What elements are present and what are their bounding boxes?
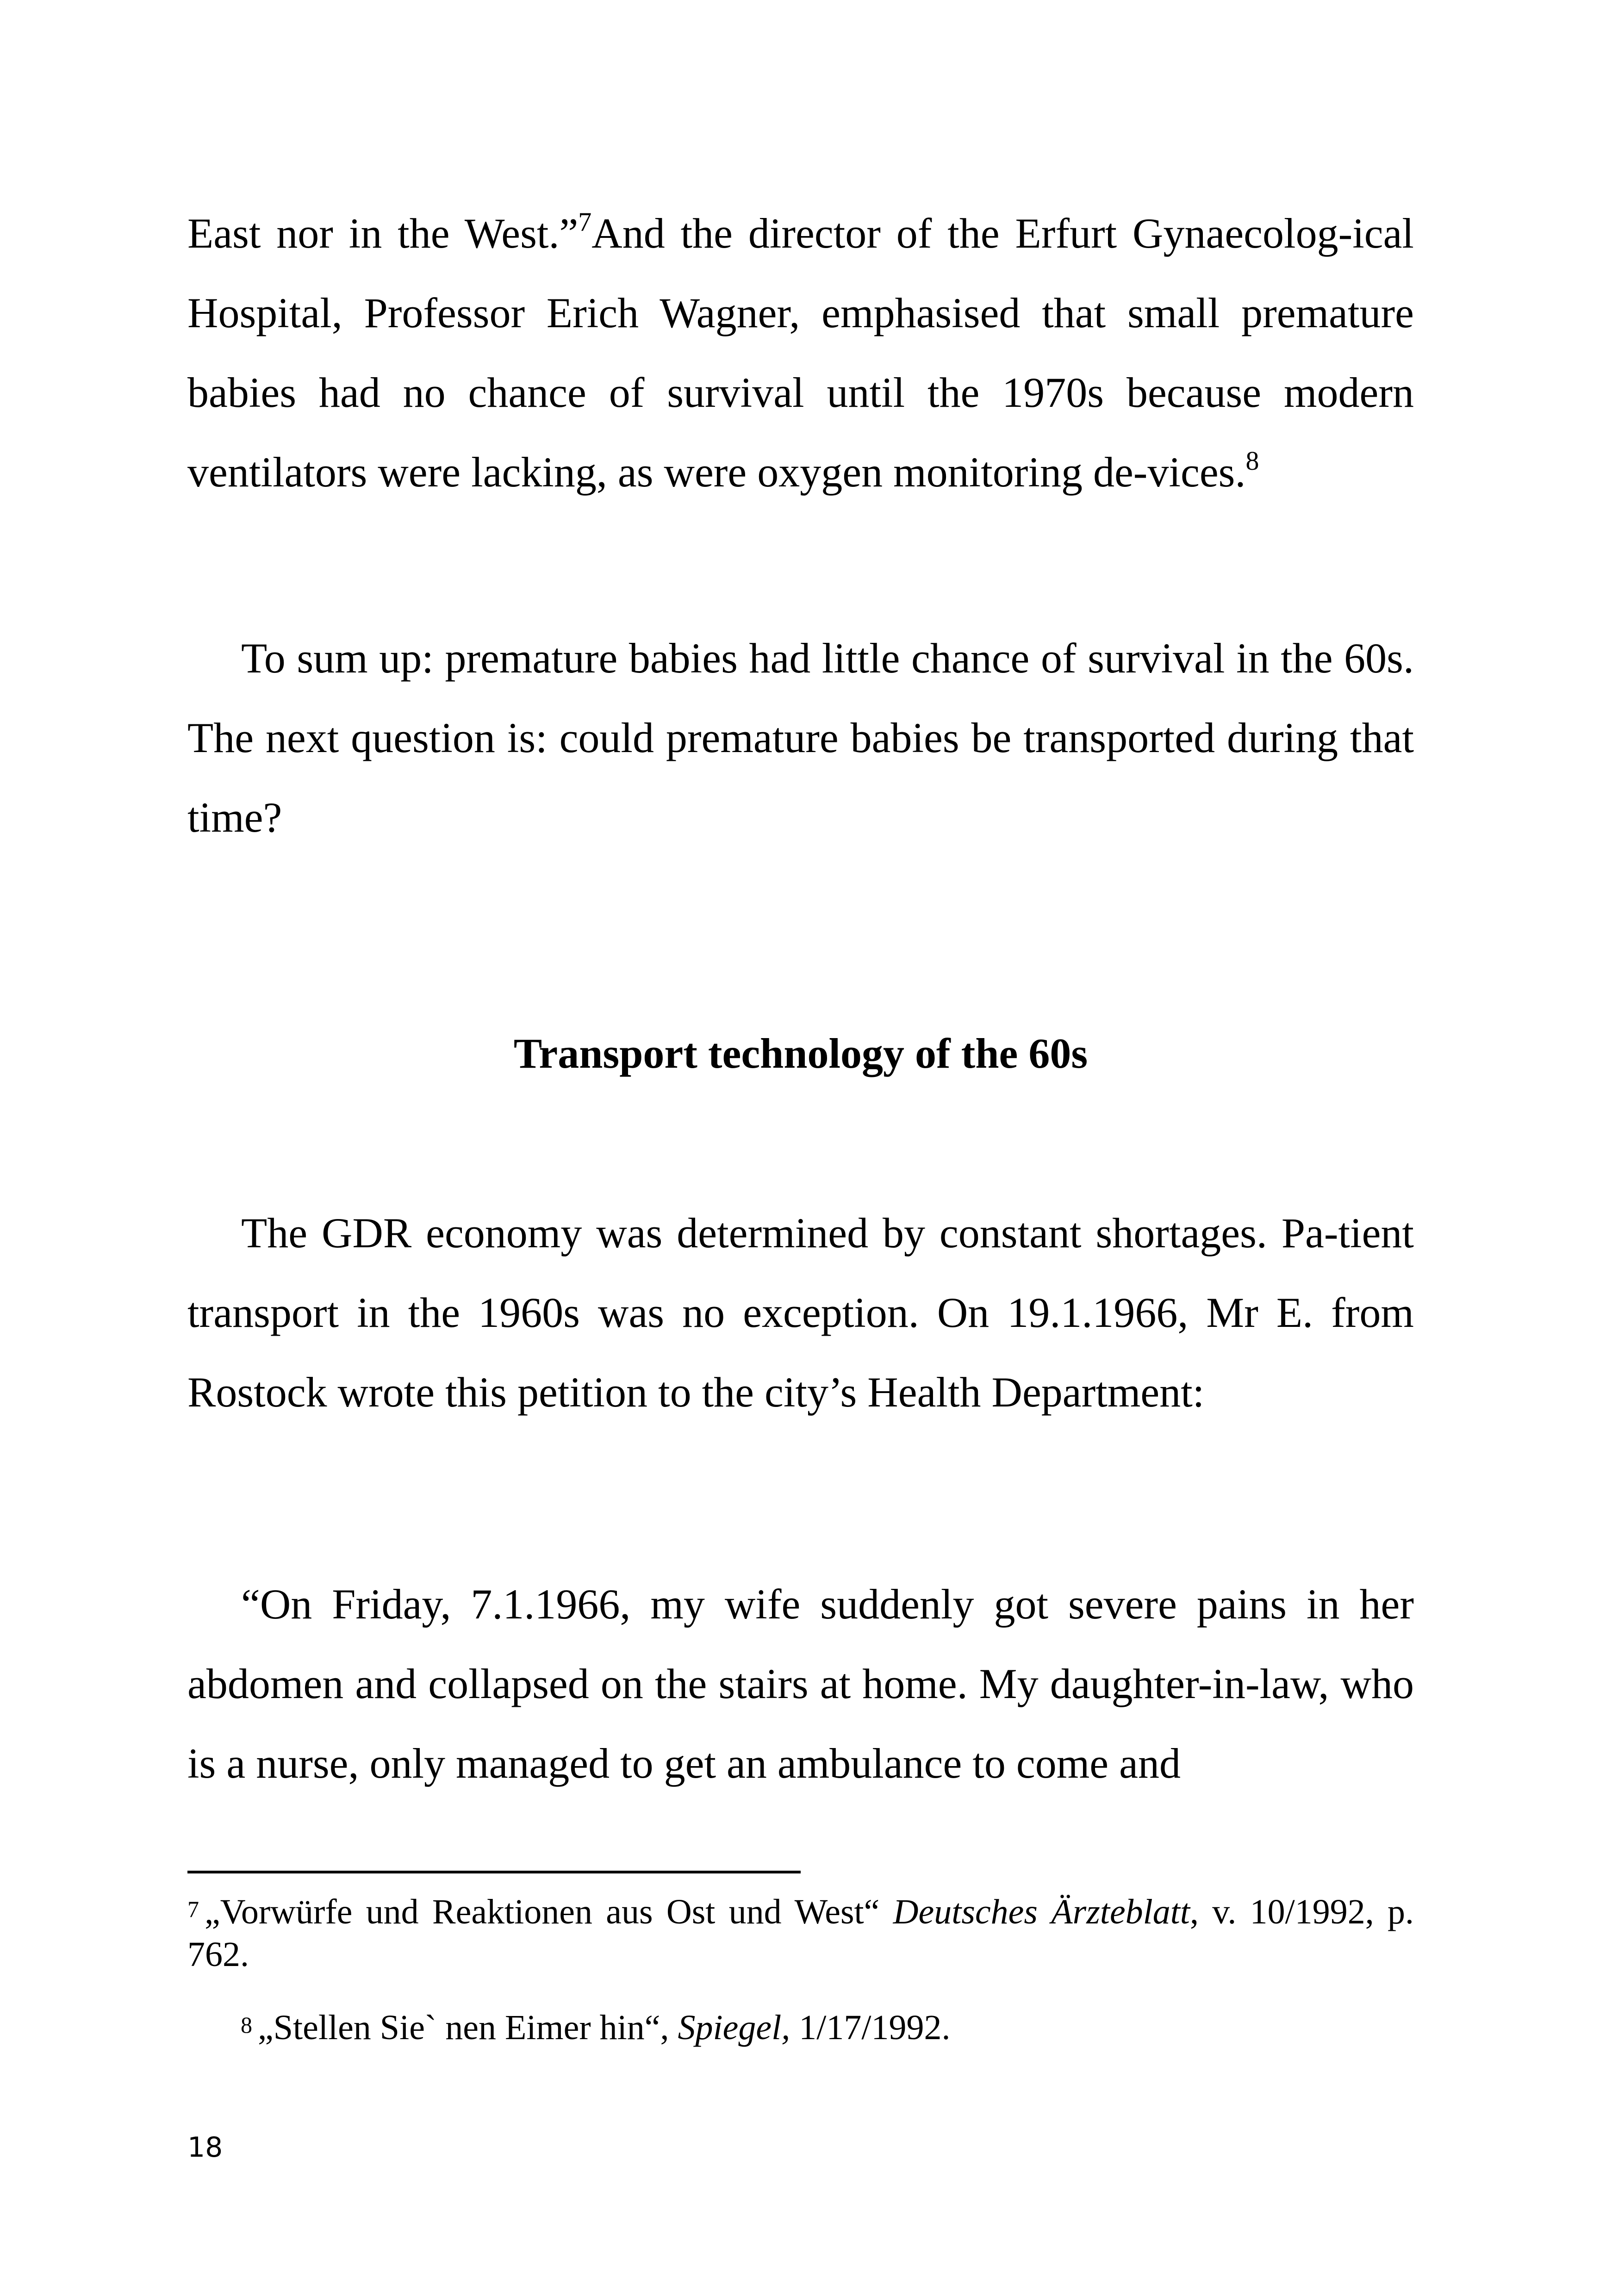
footnote-ref-8[interactable]: 8 — [1245, 446, 1259, 476]
page-number: 18 — [187, 2131, 223, 2164]
section-heading: Transport technology of the 60s — [513, 1030, 1088, 1077]
footnote-8 — [241, 2006, 1414, 2049]
paragraph-2: To sum up: premature babies had little chance of survival in the 60s. The next question is: could premature babies be transported during that time? — [187, 635, 1414, 841]
footnote-7-text-a: „Vorwürfe und Reaktionen aus Ost und West“ — [205, 1892, 893, 1931]
footnote-divider — [187, 1871, 801, 1873]
paragraph-1-text-b: And the director of the Erfurt Gynaecolog-ical Hospital, Professor Erich Wagner, emphasised that small premature babies had no chance of survival until the 1970s because modern ventilators were lacking, as were oxygen monitoring de-vices. — [187, 210, 1414, 496]
paragraph-3: The GDR economy was determined by constant shortages. Pa-tient transport in the 1960s was no exception. On 19.1.1966, Mr E. from Rostock wrote this petition to the city’s Health Department: — [187, 1209, 1414, 1416]
footnote-7-source: Deutsches Ärzteblatt — [893, 1892, 1190, 1931]
footnote-ref-7[interactable]: 7 — [578, 207, 592, 237]
footnote-8-number: 8 — [241, 2012, 252, 2038]
footnote-7-number: 7 — [187, 1896, 199, 1922]
footnote-8-text-b: 1/17/1992. — [790, 2008, 951, 2047]
footnote-8-text-a: „Stellen Sie` nen Eimer hin“, — [258, 2008, 678, 2047]
paragraph-4-quote: “On Friday, 7.1.1966, my wife suddenly got severe pains in her abdomen and collapsed on the stairs at home. My daughter-in-law, who is a nurse, only managed to get an ambulance to come and — [187, 1580, 1414, 1787]
footnote-7 — [187, 1891, 1414, 1976]
paragraph-1 — [187, 193, 1414, 512]
footnote-8-source: Spiegel, — [678, 2008, 790, 2047]
paragraph-1-text-a: East nor in the West.” — [187, 210, 579, 257]
footnote-7-text-b: , v. 10/1992, p. 762. — [187, 1892, 1414, 1974]
